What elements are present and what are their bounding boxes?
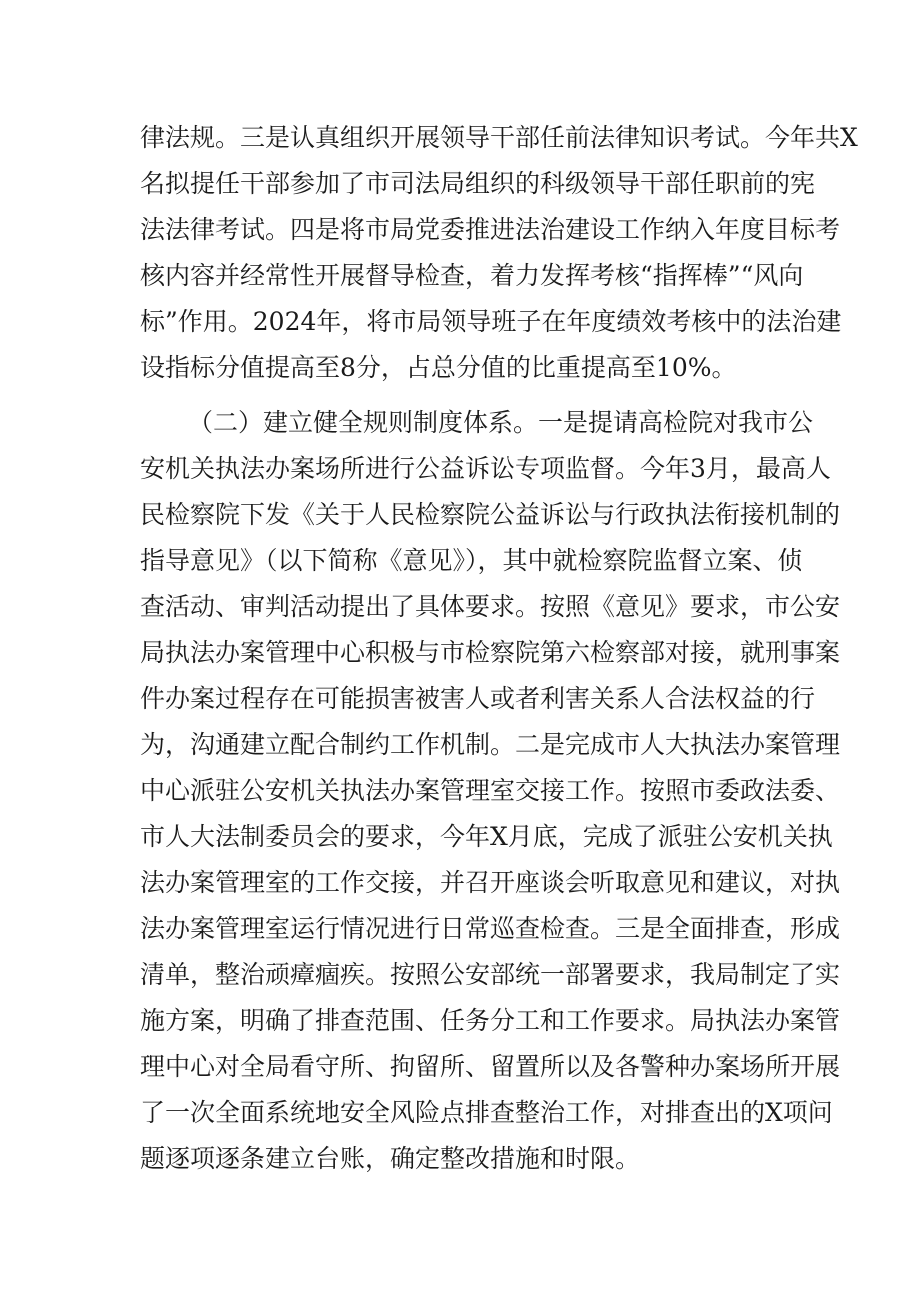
paragraph-line: 核内容并经常性开展督导检查，着力发挥考核“指挥棒”“风向 [140,261,804,290]
paragraph-line: 中心派驻公安机关执法办案管理室交接工作。按照市委政法委、 [140,776,841,805]
paragraph-line: 名拟提任干部参加了市司法局组织的科级领导干部任职前的宪 [140,169,816,198]
paragraph-line: 律法规。三是认真组织开展领导干部任前法律知识考试。今年共X [140,123,858,152]
paragraph-line: 标”作用。2024年，将市局领导班子在年度绩效考核中的法治建 [140,307,842,336]
paragraph-line: 清单，整治顽瘴痼疾。按照公安部统一部署要求，我局制定了实 [140,960,841,989]
paragraph-line: 法办案管理室的工作交接，并召开座谈会听取意见和建议，对执 [140,868,841,897]
paragraph-line: 法法律考试。四是将市局党委推进法治建设工作纳入年度目标考 [140,215,841,244]
paragraph-line: 局执法办案管理中心积极与市检察院第六检察部对接，就刑事案 [140,638,841,667]
paragraph-line: 指导意见》（以下简称《意见》），其中就检察院监督立案、侦 [140,546,803,575]
paragraph-line: 了一次全面系统地安全风险点排查整治工作，对排查出的X项问 [140,1098,833,1127]
paragraph-1 [140,115,858,391]
paragraph-line: 理中心对全局看守所、拘留所、留置所以及各警种办案场所开展 [140,1052,841,1081]
paragraph-line: 市人大法制委员会的要求，今年X月底，完成了派驻公安机关执 [140,822,833,851]
paragraph-line: 为，沟通建立配合制约工作机制。二是完成市人大执法办案管理 [140,730,841,759]
paragraph-line: 法办案管理室运行情况进行日常巡查检查。三是全面排查，形成 [140,914,841,943]
paragraph-line: 安机关执法办案场所进行公益诉讼专项监督。今年3月，最高人 [140,454,831,483]
paragraph-line: 民检察院下发《关于人民检察院公益诉讼与行政执法衔接机制的 [140,500,841,529]
paragraph-line: 施方案，明确了排查范围、任务分工和工作要求。局执法办案管 [140,1006,841,1035]
paragraph-line: 题逐项逐条建立台账，确定整改措施和时限。 [140,1144,641,1173]
paragraph-2 [140,400,841,1182]
paragraph-line: 查活动、审判活动提出了具体要求。按照《意见》要求，市公安 [140,592,841,621]
section-heading-line: （二）建立健全规则制度体系。一是提请高检院对我市公 [188,408,814,437]
paragraph-line: 件办案过程存在可能损害被害人或者利害关系人合法权益的行 [140,684,816,713]
paragraph-line: 设指标分值提高至8分，占总分值的比重提高至10%。 [140,353,737,382]
